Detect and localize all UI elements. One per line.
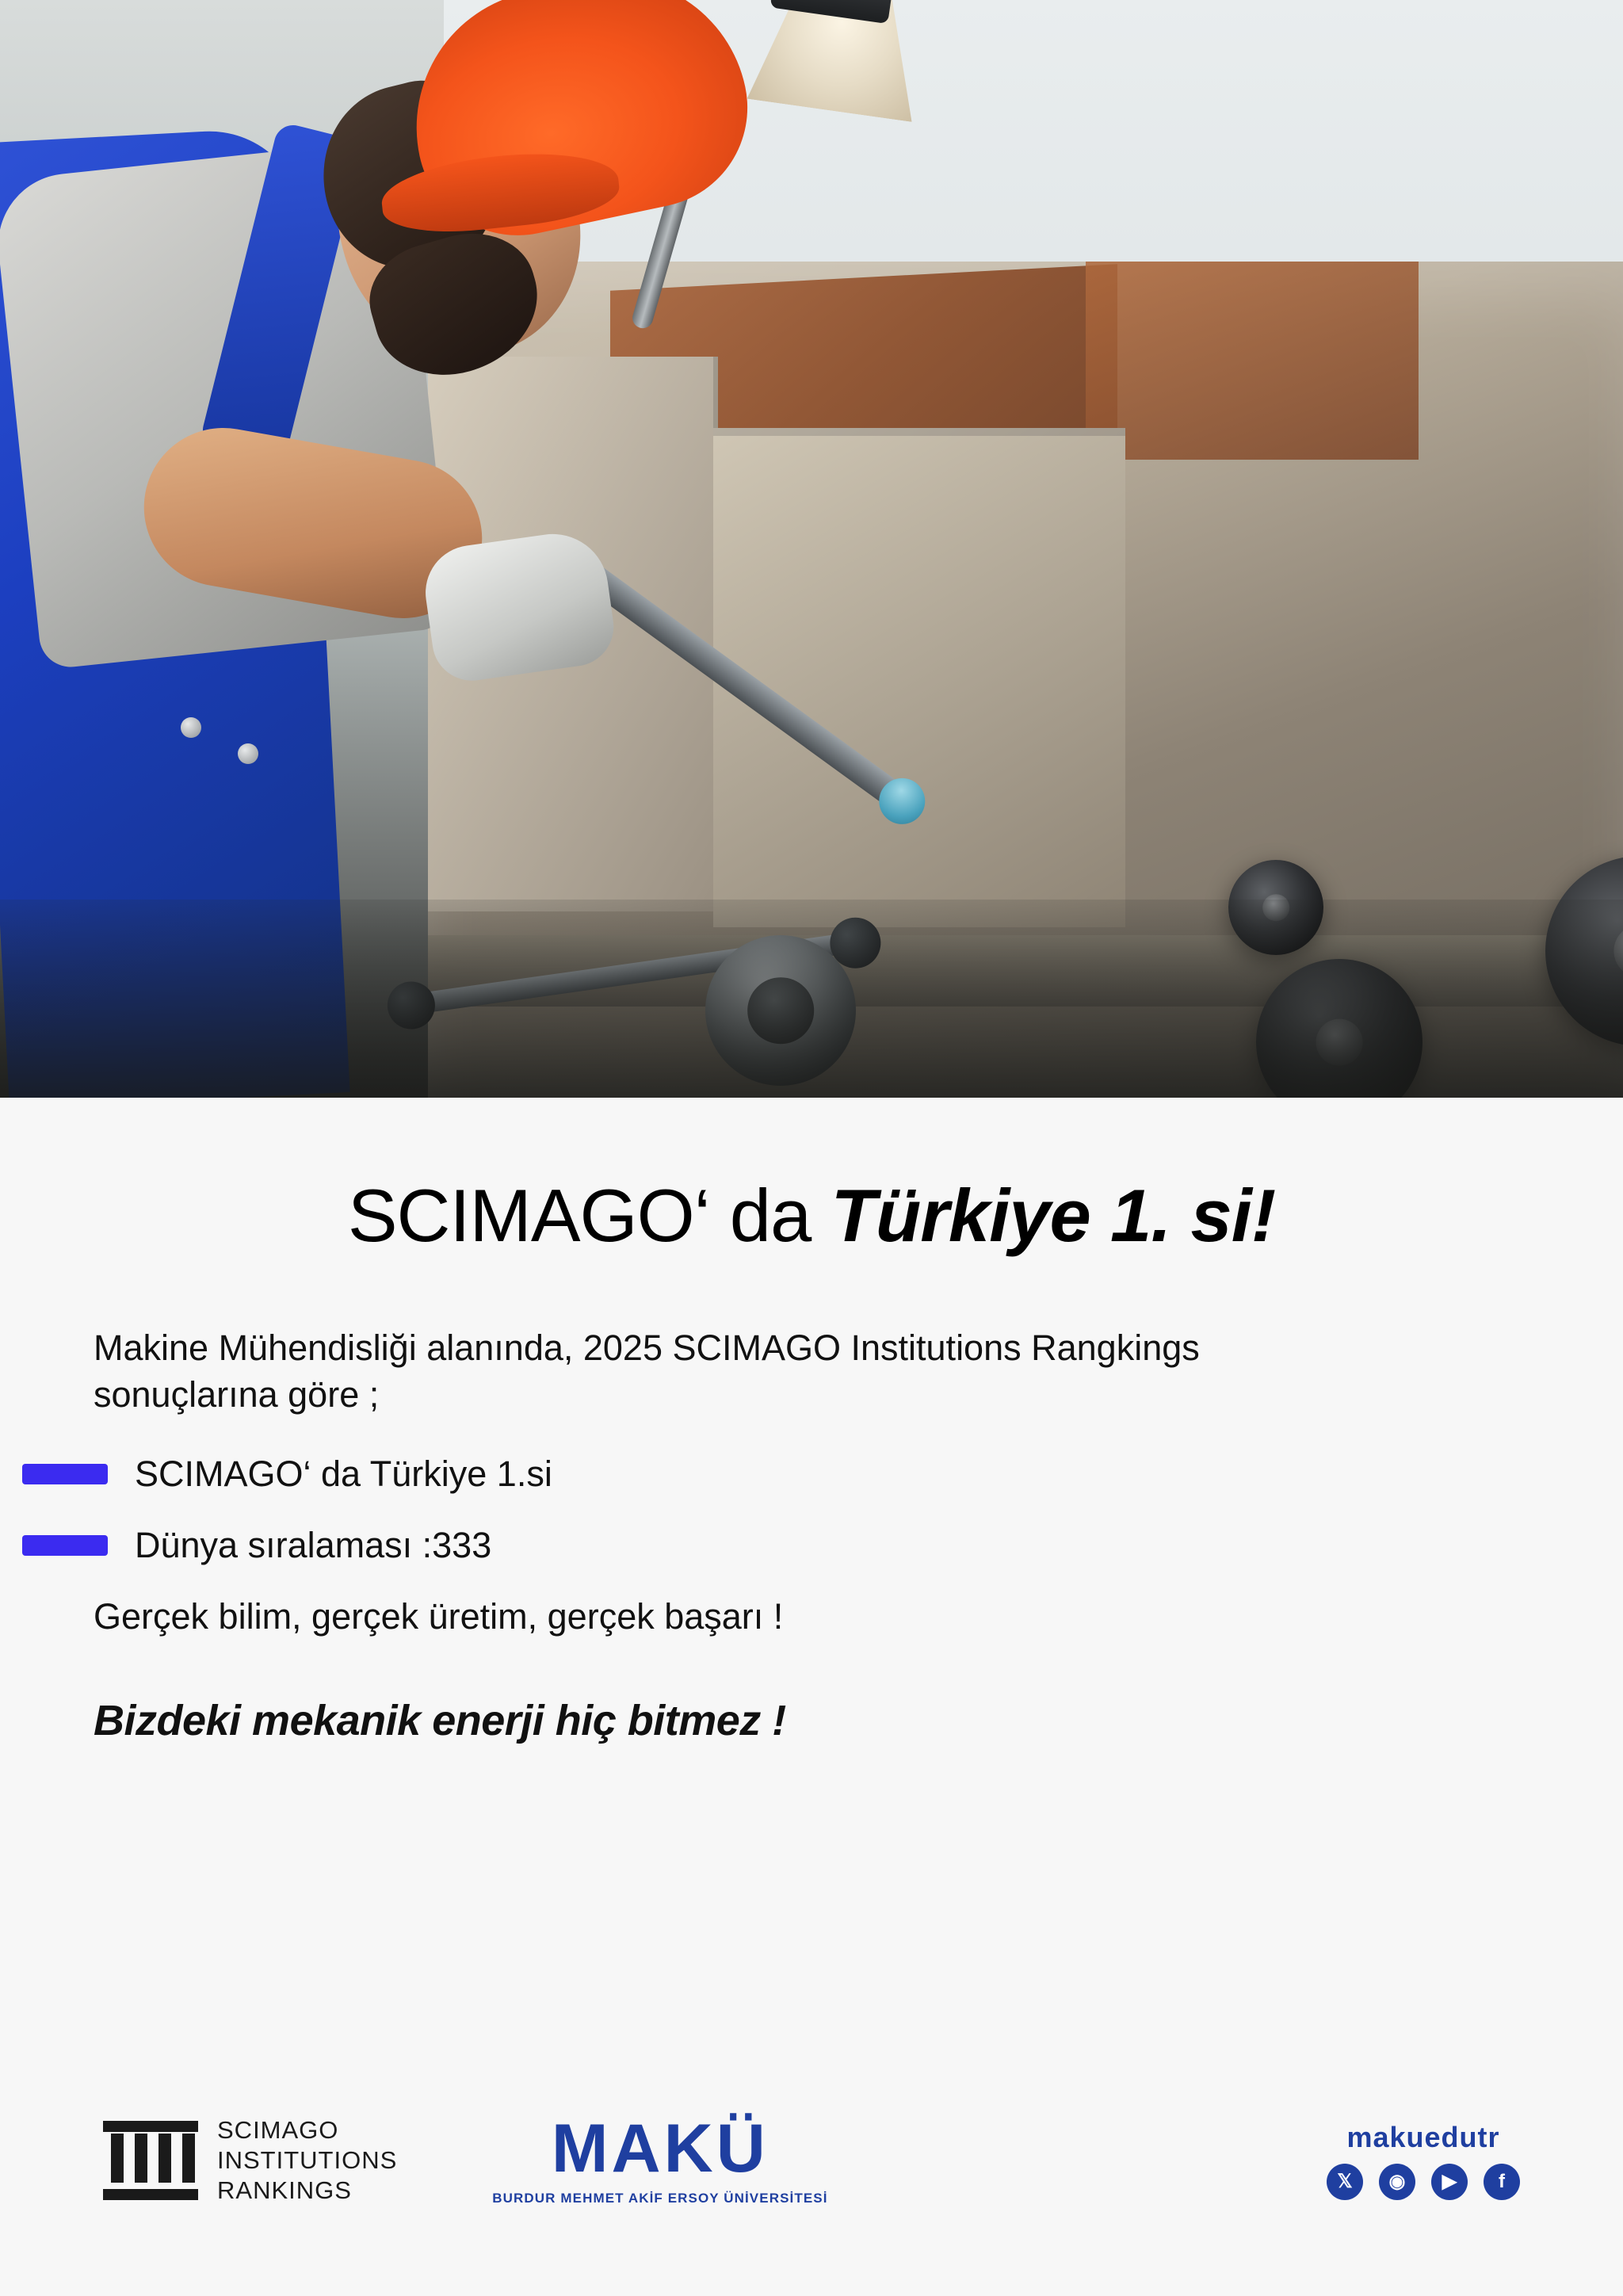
- scimago-line-1: SCIMAGO: [217, 2116, 339, 2145]
- x-twitter-icon[interactable]: 𝕏: [1327, 2164, 1363, 2200]
- instagram-icon[interactable]: ◉: [1379, 2164, 1415, 2200]
- scimago-logo: [103, 2115, 397, 2205]
- footer: [0, 2093, 1623, 2228]
- list-item: [94, 1525, 1529, 1566]
- machine-rust-panel-2: [1086, 262, 1419, 460]
- list-item-label: Dünya sıralaması :333: [135, 1525, 492, 1566]
- scimago-line-2: INSTITUTIONS: [217, 2146, 398, 2175]
- scimago-wordmark: [217, 2115, 397, 2205]
- temple-icon: [103, 2118, 198, 2203]
- list-item: [94, 1454, 1529, 1495]
- intro-paragraph: Makine Mühendisliği alanında, 2025 SCIMAGO Institutions Rangkings sonuçlarına göre ;: [94, 1327, 1200, 1415]
- achievement-list: [94, 1454, 1529, 1566]
- headline-plain: SCIMAGO‘ da: [347, 1174, 831, 1257]
- poster-content: [0, 1098, 1623, 2296]
- overall-button-1: [181, 717, 201, 738]
- social-icon-list: [1327, 2164, 1520, 2200]
- temple-roof: [103, 2121, 198, 2132]
- hero-photo: [0, 0, 1623, 1098]
- slogan-line: Bizdeki mekanik enerji hiç bitmez !: [94, 1697, 786, 1745]
- bullet-marker-icon: [22, 1535, 108, 1556]
- overall-button-2: [238, 743, 258, 764]
- bullet-marker-icon: [22, 1464, 108, 1484]
- page-title: [94, 1098, 1529, 1256]
- social-block: [1327, 2121, 1520, 2200]
- list-item-label: SCIMAGO‘ da Türkiye 1.si: [135, 1454, 552, 1495]
- machine-body-block: [713, 428, 1125, 927]
- temple-columns: [111, 2134, 195, 2183]
- social-handle: makuedutr: [1346, 2121, 1500, 2153]
- youtube-icon[interactable]: ▶: [1431, 2164, 1468, 2200]
- maku-wordmark: MAKÜ: [551, 2111, 769, 2187]
- maku-logo: [492, 2111, 828, 2206]
- worker-glove: [419, 527, 618, 686]
- statement-line: Gerçek bilim, gerçek üretim, gerçek başarı !: [94, 1596, 784, 1637]
- scimago-line-3: RANKINGS: [217, 2176, 352, 2204]
- facebook-icon[interactable]: f: [1484, 2164, 1520, 2200]
- maku-subtitle: BURDUR MEHMET AKİF ERSOY ÜNİVERSİTESİ: [492, 2191, 828, 2206]
- headline-emphasis: Türkiye 1. si!: [831, 1174, 1276, 1257]
- temple-base: [103, 2189, 198, 2200]
- photo-floor-shadow: [0, 900, 1623, 1098]
